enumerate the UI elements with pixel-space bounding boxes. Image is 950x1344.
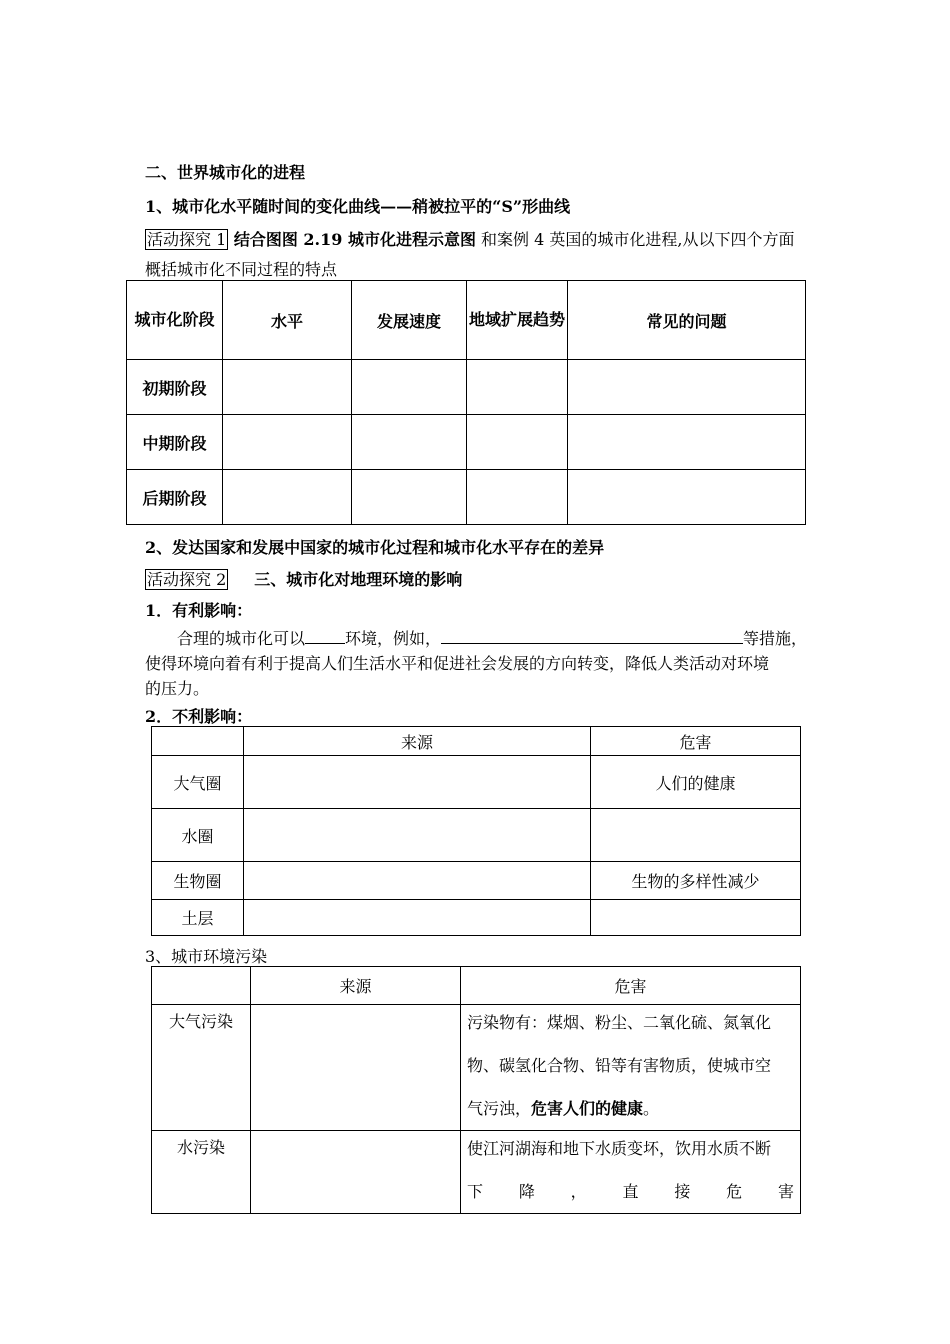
row-air-pollution: 大气污染 <box>152 1005 251 1131</box>
harm-biosphere: 生物的多样性减少 <box>591 862 801 900</box>
table-cell[interactable] <box>223 415 352 470</box>
table-cell[interactable] <box>352 470 467 525</box>
subheading-1: 1、城市化水平随时间的变化曲线——稍被拉平的“S”形曲线 <box>145 197 571 216</box>
row-water-pollution: 水污染 <box>152 1131 251 1214</box>
row-late-stage: 后期阶段 <box>127 470 223 525</box>
harm-atmosphere: 人们的健康 <box>591 756 801 809</box>
header-harm: 危害 <box>591 727 801 756</box>
table-cell[interactable] <box>467 470 568 525</box>
table-cell[interactable] <box>244 862 591 900</box>
activity-1-line <box>145 227 795 250</box>
row-soil: 土层 <box>152 900 244 936</box>
header-expansion: 地域扩展趋势 <box>467 281 568 360</box>
pollution-table <box>151 966 801 1214</box>
table-cell[interactable] <box>568 470 806 525</box>
row-atmosphere: 大气圈 <box>152 756 244 809</box>
activity-2-line <box>145 567 462 590</box>
row-biosphere: 生物圈 <box>152 862 244 900</box>
activity-1-tag: 活动探究 1 <box>147 230 227 249</box>
table-cell[interactable] <box>467 415 568 470</box>
harm-hydrosphere[interactable] <box>591 809 801 862</box>
activity-1-line2: 概括城市化不同过程的特点 <box>145 260 338 279</box>
table-cell[interactable] <box>244 809 591 862</box>
table-cell[interactable] <box>223 360 352 415</box>
section-heading-2: 二、世界城市化的进程 <box>145 163 306 182</box>
table-cell[interactable] <box>251 1005 461 1131</box>
header-source: 来源 <box>244 727 591 756</box>
table-cell[interactable] <box>568 360 806 415</box>
activity-1-bold: 结合图图 2.19 城市化进程示意图 <box>228 230 476 249</box>
header-problems: 常见的问题 <box>568 281 806 360</box>
positive-para-line1: 合理的城市化可以 环境，例如， 等措施， <box>177 629 808 648</box>
activity-2-tag: 活动探究 2 <box>147 570 227 589</box>
water-pollution-harm: 使江河湖海和地下水质变坏，饮用水质不断 下 降 ， 直 接 危 害 <box>461 1131 801 1214</box>
negative-impact-table <box>151 726 801 936</box>
positive-para-line3: 的压力。 <box>145 679 210 698</box>
table-cell <box>152 967 251 1005</box>
positive-impact-title: 1．有利影响： <box>145 601 253 620</box>
table-cell[interactable] <box>223 470 352 525</box>
harm-soil[interactable] <box>591 900 801 936</box>
row-hydrosphere: 水圈 <box>152 809 244 862</box>
row-early-stage: 初期阶段 <box>127 360 223 415</box>
table-cell[interactable] <box>244 900 591 936</box>
header-harm: 危害 <box>461 967 801 1005</box>
blank-2[interactable] <box>441 627 743 644</box>
row-middle-stage: 中期阶段 <box>127 415 223 470</box>
air-pollution-harm: 污染物有：煤烟、粉尘、二氧化硫、氮氧化 物、碳氢化合物、铅等有害物质，使城市空 气污浊，危害人们的健康。 <box>461 1005 801 1131</box>
urbanization-stage-table <box>126 280 806 525</box>
table-cell[interactable] <box>352 415 467 470</box>
subheading-2: 2、发达国家和发展中国家的城市化过程和城市化水平存在的差异 <box>145 538 605 557</box>
positive-para-line2: 使得环境向着有利于提高人们生活水平和促进社会发展的方向转变，降低人类活动对环境 <box>145 654 770 673</box>
activity-1-rest: 和案例 4 英国的城市化进程,从以下四个方面 <box>475 230 795 249</box>
header-stage: 城市化阶段 <box>127 281 223 360</box>
table-cell[interactable] <box>244 756 591 809</box>
table-cell[interactable] <box>568 415 806 470</box>
blank-1[interactable] <box>305 627 345 644</box>
table-cell <box>152 727 244 756</box>
header-speed: 发展速度 <box>352 281 467 360</box>
table-cell[interactable] <box>352 360 467 415</box>
header-level: 水平 <box>223 281 352 360</box>
header-source: 来源 <box>251 967 461 1005</box>
table-cell[interactable] <box>251 1131 461 1214</box>
table-cell[interactable] <box>467 360 568 415</box>
section-heading-3: 三、城市化对地理环境的影响 <box>254 570 463 589</box>
negative-impact-title: 2．不利影响： <box>145 707 253 726</box>
pollution-title: 3、城市环境污染 <box>145 947 268 966</box>
